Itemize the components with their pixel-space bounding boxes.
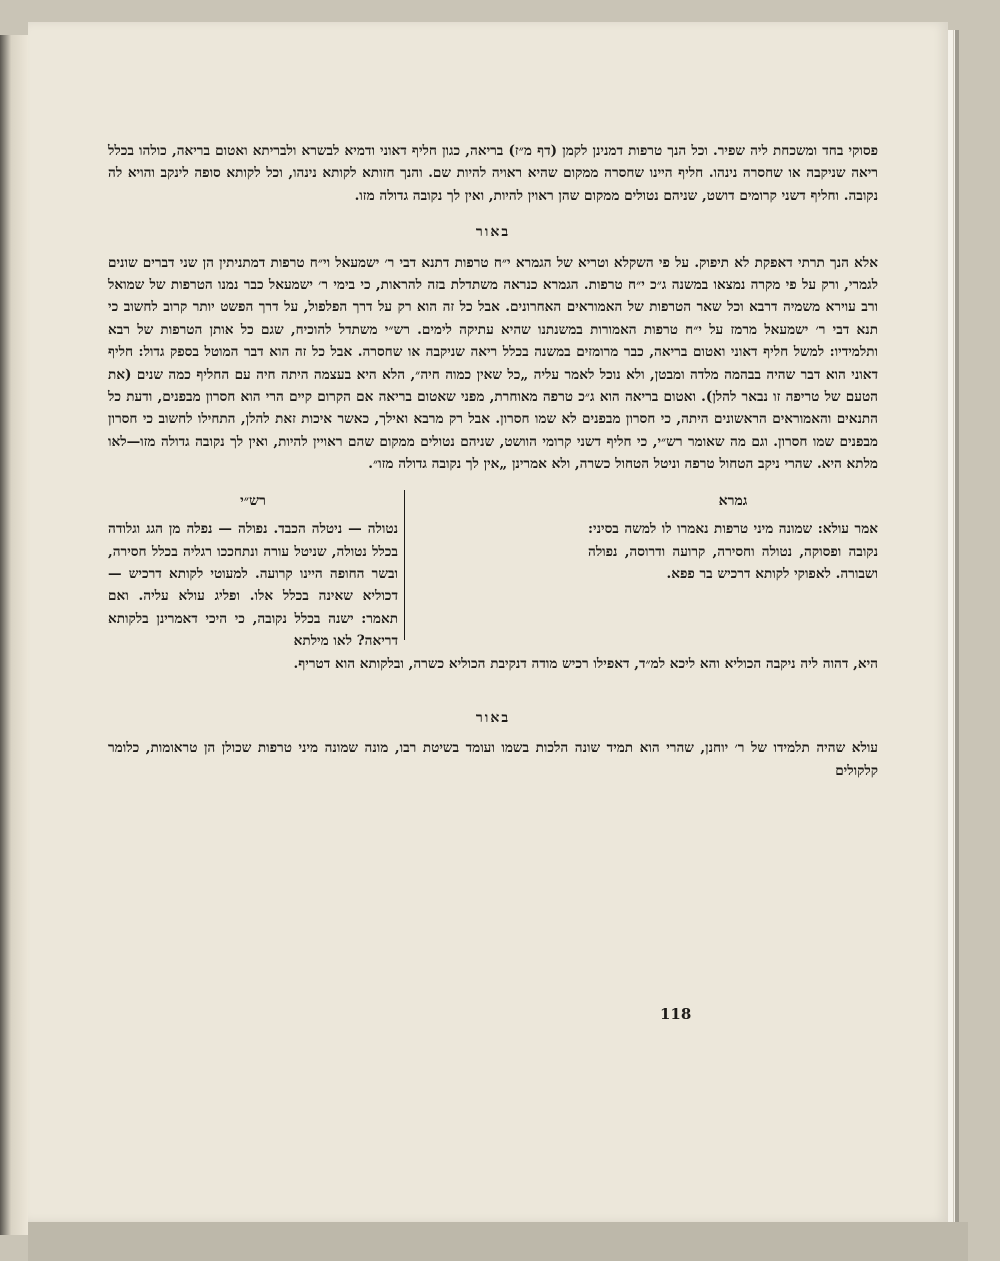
paragraph-4: עולא שהיה תלמידו של ר׳ יוחנן, שהרי הוא תמיד שונה הלכות בשמו ועומד בשיטת רבו, מונה שמונה מיני טרפות שכולן הן טראומות, כלומר קלקולים bbox=[108, 740, 878, 779]
paragraph-3: היא, דהוה ליה ניקבה הכוליא והא ליכא למ״ד, דאפילו רכיש מודה דנקיבת הכוליא כשרה, ובלקותא הוא דטריף. bbox=[293, 655, 878, 672]
rashi-title: רש״י bbox=[240, 492, 266, 509]
gemara-title: גמרא bbox=[718, 492, 748, 509]
paragraph-1: פסוקי בחד ומשכחת ליה שפיר. וכל הנך טרפות דמנינן לקמן (דף מ״ז) בריאה, כגון חליף דאוני ודמיא לבשרא ולבריתא ואטום בריאה, כולהו בכלל ריאה שניקבה או שחסרה נינהו. חליף היינו שחסרה ממקום שהיא ראויה להיות שם. והנך חזותא לקותא נינהו, וכל לקותא סופה לינקב והויא לה נקובה. וחליף דשני קרומים דושט, שניהם נטולים ממקום שהן ראוין להיות, ואין לך נקובה גדולה מזו. bbox=[108, 143, 878, 204]
left-page-edge bbox=[0, 35, 28, 1235]
page-number: 118 bbox=[660, 1005, 692, 1023]
gemara-text: אמר עולא: שמונה מיני טרפות נאמרו לו למשה בסיני: נקובה ופסוקה, נטולה וחסירה, קרועה ודרוסה, נפולה ושבורה. לאפוקי לקותא דרכיש בר פפא. bbox=[588, 521, 878, 582]
heading-biur-2: באור bbox=[475, 709, 511, 726]
book-cover-bottom bbox=[28, 1222, 968, 1261]
two-column-section bbox=[108, 490, 878, 653]
heading-biur-1: באור bbox=[475, 224, 511, 241]
rashi-text: נטולה — ניטלה הכבד. נפולה — נפלה מן הגג וגלודה בכלל נטולה, שניטל עורה ונתחככו רגליה בכלל חסירה, ובשר החופה היינו קרועה. למעוטי לקותא דרכיש — דכוליא שאינה בכלל אלו. ופליג עולא עליה. ואם תאמר: ישנה בכלל נקובה, כי היכי דאמרינן בלקותא דריאה? לאו מילתא bbox=[108, 521, 398, 650]
page-text bbox=[108, 140, 878, 782]
paragraph-2: אלא הנך תרתי דאפקת לא תיפוק. על פי השקלא וטריא של הגמרא י״ח טרפות דתנא דבי ר׳ ישמעאל וי״ח טרפות דמתניתין הן שני דברים שונים לגמרי, ורק על פי מקרה נמצאו במשנה ג״כ י״ח טרפות. הגמרא כנראה משתדלת בזה להראות, כי בימי ר׳ ישמעאל כבר נמנו הטרפות של שמואל ורב עוירא משמיה דרבא וכל שאר הטרפות של האמוראים האחרונים. אבל כל זה הוא רק על דרך הפלפול, על דרך הפשט יותר קרוב לחשוב כי תנא דבי ר׳ ישמעאל מרמז על י״ח טרפות האמורות במשנתנו שהיא עתיקה לימים. רש״י משתדל להוכיח, שגם כל אותן הטרפות של רבא ותלמידיו: למשל חליף דאוני ואטום בריאה, כבר מרומזים במשנה בכלל ריאה שניקבה או שחסרה. אבל כל זה הוא דבר המוטל בספק גדול: חליף דאוני הוא דבר שהיה בבהמה מלדה ומבטן, ולא נוכל לאמר עליה „כל שאין כמוה חיה״, הלא היא בעצמה היתה חיה עם החליף כמה שנים (את הטעם של טריפה זו נבאר להלן). ואטום בריאה הוא ג״כ טרפה מאוחרת, מפני שאטום בריאה אם הקרום קיים הרי הוא חסרון מבפנים, ודעת כל התנאים והאמוראים הראשונים היתה, כי חסרון מבפנים לא שמו חסרון. אבל רק מרבא ואילך, כאשר איכות זאת להלן, התחילו לחשוב כי חסרון מבפנים שמו חסרון. וגם מה שאומר רש״י, כי חליף דשני קרומי הוושט, שניהם נטולים ממקום שהם ראויין להיות, ואין לך נקובה גדולה מזו—לאו מלתא היא. שהרי ניקב הטחול טרפה וניטל הטחול כשרה, ולא אמרינן „אין לך נקובה גדולה מזו״. bbox=[108, 254, 878, 473]
rashi-column bbox=[108, 490, 398, 653]
column-divider bbox=[404, 490, 405, 640]
gemara-column bbox=[588, 490, 878, 653]
